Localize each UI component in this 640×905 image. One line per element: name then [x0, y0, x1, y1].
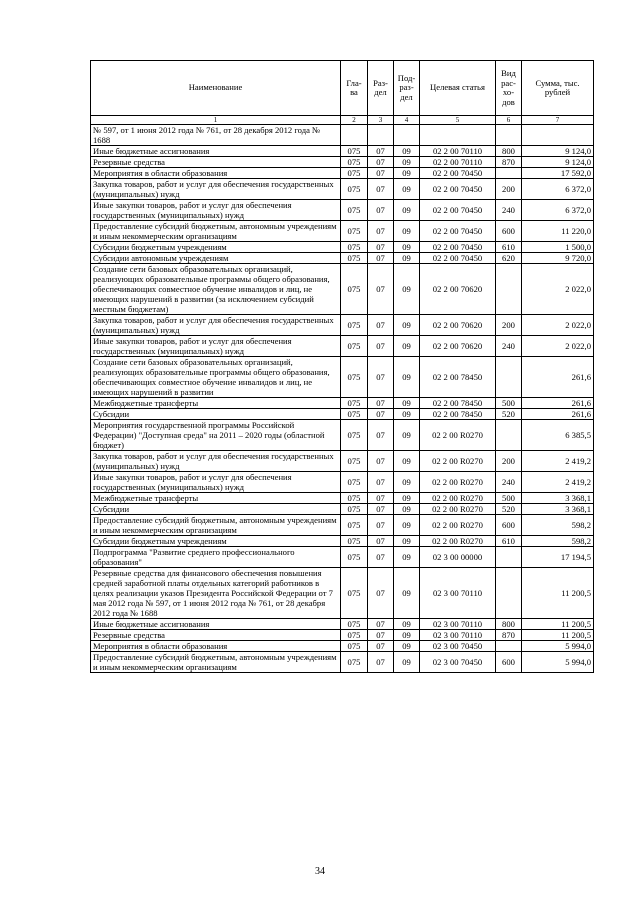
- cell-subsection: 09: [394, 200, 420, 221]
- table-row: [91, 619, 594, 630]
- column-number: 7: [522, 116, 594, 125]
- table-row: [91, 652, 594, 673]
- cell-target: 02 2 00 R0270: [420, 536, 496, 547]
- page-number: 34: [315, 866, 325, 877]
- cell-chapter: 075: [341, 420, 368, 451]
- cell-expense-type: [496, 420, 522, 451]
- cell-chapter: 075: [341, 504, 368, 515]
- cell-amount: 9 720,0: [522, 253, 594, 264]
- cell-chapter: 075: [341, 242, 368, 253]
- cell-section: 07: [368, 157, 394, 168]
- cell-chapter: 075: [341, 179, 368, 200]
- cell-section: 07: [368, 253, 394, 264]
- cell-subsection: 09: [394, 357, 420, 398]
- cell-chapter: 075: [341, 398, 368, 409]
- cell-subsection: 09: [394, 221, 420, 242]
- cell-section: 07: [368, 420, 394, 451]
- column-number: 2: [341, 116, 368, 125]
- cell-subsection: 09: [394, 157, 420, 168]
- cell-target: 02 2 00 R0270: [420, 472, 496, 493]
- cell-expense-type: [496, 125, 522, 146]
- table-row: [91, 253, 594, 264]
- cell-subsection: 09: [394, 420, 420, 451]
- table-row: [91, 420, 594, 451]
- cell-chapter: 075: [341, 409, 368, 420]
- table-row: [91, 451, 594, 472]
- cell-section: 07: [368, 493, 394, 504]
- cell-expense-type: 620: [496, 253, 522, 264]
- cell-subsection: 09: [394, 179, 420, 200]
- cell-amount: 6 385,5: [522, 420, 594, 451]
- cell-target: 02 3 00 70450: [420, 641, 496, 652]
- cell-subsection: 09: [394, 264, 420, 315]
- cell-expense-type: [496, 568, 522, 619]
- cell-subsection: 09: [394, 409, 420, 420]
- cell-amount: 261,6: [522, 409, 594, 420]
- cell-target: 02 2 00 70450: [420, 179, 496, 200]
- cell-amount: 17 592,0: [522, 168, 594, 179]
- cell-target: 02 2 00 78450: [420, 398, 496, 409]
- cell-chapter: 075: [341, 472, 368, 493]
- cell-subsection: 09: [394, 619, 420, 630]
- table-row: [91, 472, 594, 493]
- table-row: [91, 336, 594, 357]
- cell-target: 02 3 00 00000: [420, 547, 496, 568]
- cell-expense-type: 240: [496, 200, 522, 221]
- cell-target: 02 2 00 70450: [420, 168, 496, 179]
- cell-section: [368, 125, 394, 146]
- cell-amount: 17 194,5: [522, 547, 594, 568]
- cell-section: 07: [368, 568, 394, 619]
- cell-target: 02 2 00 70450: [420, 253, 496, 264]
- cell-expense-type: 600: [496, 515, 522, 536]
- cell-amount: 9 124,0: [522, 157, 594, 168]
- cell-expense-type: 200: [496, 315, 522, 336]
- cell-chapter: 075: [341, 357, 368, 398]
- cell-expense-type: [496, 357, 522, 398]
- header-target: Целевая статья: [420, 61, 496, 116]
- cell-amount: 2 022,0: [522, 264, 594, 315]
- cell-expense-type: 610: [496, 242, 522, 253]
- cell-amount: 11 200,5: [522, 630, 594, 641]
- cell-name: Предоставление субсидий бюджетным, автономным учреждениям и иным некоммерческим организациям: [91, 652, 341, 673]
- cell-name: Создание сети базовых образовательных организаций, реализующих образовательные программы общего образования, обеспечивающих совместное обучение инвалидов и лиц, не имеющих нарушений в развитии (за исключением субсидий местным бюджетам): [91, 264, 341, 315]
- cell-chapter: 075: [341, 264, 368, 315]
- column-number: 3: [368, 116, 394, 125]
- cell-amount: 5 994,0: [522, 652, 594, 673]
- cell-expense-type: 500: [496, 493, 522, 504]
- cell-target: 02 3 00 70110: [420, 568, 496, 619]
- table-row: [91, 504, 594, 515]
- cell-chapter: 075: [341, 168, 368, 179]
- table-row: [91, 568, 594, 619]
- cell-name: Мероприятия в области образования: [91, 641, 341, 652]
- column-number: 6: [496, 116, 522, 125]
- cell-target: 02 2 00 70620: [420, 315, 496, 336]
- cell-name: Иные закупки товаров, работ и услуг для обеспечения государственных (муниципальных) нужд: [91, 200, 341, 221]
- cell-expense-type: 520: [496, 504, 522, 515]
- table-row: [91, 200, 594, 221]
- cell-chapter: 075: [341, 157, 368, 168]
- table-row: [91, 398, 594, 409]
- cell-subsection: 09: [394, 472, 420, 493]
- cell-expense-type: 870: [496, 630, 522, 641]
- cell-section: 07: [368, 242, 394, 253]
- cell-amount: 9 124,0: [522, 146, 594, 157]
- cell-chapter: 075: [341, 547, 368, 568]
- header-name: Наименование: [91, 61, 341, 116]
- cell-name: Создание сети базовых образовательных организаций, реализующих образовательные программы общего образования, обеспечивающих совместное обучение инвалидов и лиц, не имеющих нарушений в развитии: [91, 357, 341, 398]
- cell-name: Мероприятия в области образования: [91, 168, 341, 179]
- cell-chapter: 075: [341, 146, 368, 157]
- cell-subsection: 09: [394, 652, 420, 673]
- column-number: 5: [420, 116, 496, 125]
- cell-amount: 261,6: [522, 357, 594, 398]
- cell-chapter: 075: [341, 630, 368, 641]
- cell-amount: 6 372,0: [522, 179, 594, 200]
- cell-section: 07: [368, 221, 394, 242]
- cell-expense-type: 600: [496, 652, 522, 673]
- table-row: [91, 315, 594, 336]
- cell-section: 07: [368, 630, 394, 641]
- cell-chapter: [341, 125, 368, 146]
- cell-section: 07: [368, 652, 394, 673]
- cell-target: 02 2 00 70450: [420, 242, 496, 253]
- cell-section: 07: [368, 409, 394, 420]
- table-row: [91, 221, 594, 242]
- cell-chapter: 075: [341, 253, 368, 264]
- cell-target: 02 2 00 78450: [420, 409, 496, 420]
- cell-section: 07: [368, 504, 394, 515]
- cell-section: 07: [368, 547, 394, 568]
- cell-section: 07: [368, 398, 394, 409]
- cell-target: 02 2 00 70450: [420, 200, 496, 221]
- cell-chapter: 075: [341, 652, 368, 673]
- cell-subsection: 09: [394, 253, 420, 264]
- cell-name: Предоставление субсидий бюджетным, автономным учреждениям и иным некоммерческим организациям: [91, 221, 341, 242]
- cell-target: 02 3 00 70450: [420, 652, 496, 673]
- cell-section: 07: [368, 179, 394, 200]
- cell-target: 02 3 00 70110: [420, 619, 496, 630]
- cell-expense-type: 800: [496, 146, 522, 157]
- cell-section: 07: [368, 336, 394, 357]
- cell-subsection: 09: [394, 547, 420, 568]
- cell-section: 07: [368, 515, 394, 536]
- cell-subsection: 09: [394, 536, 420, 547]
- cell-name: Резервные средства: [91, 630, 341, 641]
- header-subsection: Под-раз-дел: [394, 61, 420, 116]
- cell-amount: 2 022,0: [522, 336, 594, 357]
- cell-expense-type: [496, 641, 522, 652]
- cell-target: 02 2 00 78450: [420, 357, 496, 398]
- table-row: [91, 125, 594, 146]
- table-row: [91, 409, 594, 420]
- cell-chapter: 075: [341, 641, 368, 652]
- cell-section: 07: [368, 451, 394, 472]
- column-number: 1: [91, 116, 341, 125]
- header-expense-type: Вид рас-хо-дов: [496, 61, 522, 116]
- cell-target: 02 3 00 70110: [420, 630, 496, 641]
- cell-amount: 598,2: [522, 515, 594, 536]
- cell-name: Мероприятия государственной программы Российской Федерации) "Доступная среда" на 2011 – 2020 годы (областной бюджет): [91, 420, 341, 451]
- cell-chapter: 075: [341, 315, 368, 336]
- cell-amount: 3 368,1: [522, 504, 594, 515]
- cell-name: Закупка товаров, работ и услуг для обеспечения государственных (муниципальных) нужд: [91, 179, 341, 200]
- cell-expense-type: [496, 547, 522, 568]
- table-row: [91, 168, 594, 179]
- cell-chapter: 075: [341, 619, 368, 630]
- cell-chapter: 075: [341, 536, 368, 547]
- cell-target: 02 2 00 R0270: [420, 420, 496, 451]
- table-row: [91, 242, 594, 253]
- cell-target: 02 2 00 70620: [420, 264, 496, 315]
- cell-name: Иные бюджетные ассигнования: [91, 146, 341, 157]
- cell-subsection: 09: [394, 641, 420, 652]
- cell-target: 02 2 00 70620: [420, 336, 496, 357]
- cell-name: Субсидии бюджетным учреждениям: [91, 536, 341, 547]
- cell-subsection: 09: [394, 146, 420, 157]
- cell-expense-type: 240: [496, 472, 522, 493]
- cell-target: 02 2 00 R0270: [420, 515, 496, 536]
- cell-name: Субсидии бюджетным учреждениям: [91, 242, 341, 253]
- cell-section: 07: [368, 200, 394, 221]
- cell-name: Иные бюджетные ассигнования: [91, 619, 341, 630]
- cell-name: Субсидии: [91, 504, 341, 515]
- cell-name: Резервные средства: [91, 157, 341, 168]
- cell-amount: 6 372,0: [522, 200, 594, 221]
- cell-name: Подпрограмма "Развитие среднего профессионального образования": [91, 547, 341, 568]
- cell-expense-type: 800: [496, 619, 522, 630]
- cell-expense-type: 200: [496, 179, 522, 200]
- cell-amount: 2 419,2: [522, 472, 594, 493]
- cell-subsection: 09: [394, 168, 420, 179]
- header-chapter: Гла-ва: [341, 61, 368, 116]
- cell-subsection: 09: [394, 493, 420, 504]
- cell-expense-type: 520: [496, 409, 522, 420]
- cell-expense-type: 610: [496, 536, 522, 547]
- cell-section: 07: [368, 357, 394, 398]
- table-row: [91, 493, 594, 504]
- column-number: 4: [394, 116, 420, 125]
- table-body: [91, 125, 594, 673]
- cell-name: Межбюджетные трансферты: [91, 398, 341, 409]
- budget-table: [90, 60, 594, 673]
- cell-section: 07: [368, 641, 394, 652]
- cell-section: 07: [368, 619, 394, 630]
- cell-chapter: 075: [341, 493, 368, 504]
- column-number-row: [91, 116, 594, 125]
- cell-section: 07: [368, 472, 394, 493]
- cell-section: 07: [368, 264, 394, 315]
- cell-amount: 598,2: [522, 536, 594, 547]
- cell-subsection: 09: [394, 451, 420, 472]
- cell-expense-type: 200: [496, 451, 522, 472]
- cell-name: Предоставление субсидий бюджетным, автономным учреждениям и иным некоммерческим организациям: [91, 515, 341, 536]
- cell-chapter: 075: [341, 568, 368, 619]
- cell-amount: 11 220,0: [522, 221, 594, 242]
- cell-chapter: 075: [341, 221, 368, 242]
- cell-subsection: 09: [394, 398, 420, 409]
- cell-target: 02 2 00 70450: [420, 221, 496, 242]
- cell-name: Субсидии: [91, 409, 341, 420]
- cell-chapter: 075: [341, 515, 368, 536]
- header-row: [91, 61, 594, 116]
- table-row: [91, 515, 594, 536]
- cell-subsection: 09: [394, 568, 420, 619]
- cell-name: Субсидии автономным учреждениям: [91, 253, 341, 264]
- cell-subsection: [394, 125, 420, 146]
- cell-name: Закупка товаров, работ и услуг для обеспечения государственных (муниципальных) нужд: [91, 451, 341, 472]
- cell-amount: 11 200,5: [522, 568, 594, 619]
- cell-subsection: 09: [394, 242, 420, 253]
- cell-expense-type: 500: [496, 398, 522, 409]
- cell-target: 02 2 00 R0270: [420, 451, 496, 472]
- cell-chapter: 075: [341, 336, 368, 357]
- cell-subsection: 09: [394, 504, 420, 515]
- cell-subsection: 09: [394, 515, 420, 536]
- cell-target: 02 2 00 70110: [420, 157, 496, 168]
- cell-target: 02 2 00 R0270: [420, 493, 496, 504]
- cell-amount: 5 994,0: [522, 641, 594, 652]
- cell-amount: 2 419,2: [522, 451, 594, 472]
- cell-name: № 597, от 1 июня 2012 года № 761, от 28 декабря 2012 года № 1688: [91, 125, 341, 146]
- cell-name: Иные закупки товаров, работ и услуг для обеспечения государственных (муниципальных) нужд: [91, 472, 341, 493]
- cell-section: 07: [368, 168, 394, 179]
- cell-name: Иные закупки товаров, работ и услуг для обеспечения государственных (муниципальных) нужд: [91, 336, 341, 357]
- cell-amount: 3 368,1: [522, 493, 594, 504]
- cell-amount: 11 200,5: [522, 619, 594, 630]
- table-row: [91, 630, 594, 641]
- header-section: Раз-дел: [368, 61, 394, 116]
- cell-subsection: 09: [394, 630, 420, 641]
- cell-chapter: 075: [341, 451, 368, 472]
- cell-amount: 1 500,0: [522, 242, 594, 253]
- cell-target: [420, 125, 496, 146]
- cell-name: Закупка товаров, работ и услуг для обеспечения государственных (муниципальных) нужд: [91, 315, 341, 336]
- cell-chapter: 075: [341, 200, 368, 221]
- table-row: [91, 157, 594, 168]
- cell-expense-type: [496, 168, 522, 179]
- cell-subsection: 09: [394, 315, 420, 336]
- table-row: [91, 547, 594, 568]
- cell-expense-type: 870: [496, 157, 522, 168]
- header-amount: Сумма, тыс. рублей: [522, 61, 594, 116]
- table-row: [91, 264, 594, 315]
- table-row: [91, 357, 594, 398]
- cell-section: 07: [368, 315, 394, 336]
- cell-subsection: 09: [394, 336, 420, 357]
- cell-target: 02 2 00 R0270: [420, 504, 496, 515]
- table-row: [91, 179, 594, 200]
- cell-name: Межбюджетные трансферты: [91, 493, 341, 504]
- cell-amount: [522, 125, 594, 146]
- cell-amount: 261,6: [522, 398, 594, 409]
- cell-expense-type: 240: [496, 336, 522, 357]
- cell-amount: 2 022,0: [522, 315, 594, 336]
- cell-expense-type: 600: [496, 221, 522, 242]
- table-row: [91, 146, 594, 157]
- table-row: [91, 641, 594, 652]
- cell-section: 07: [368, 536, 394, 547]
- cell-section: 07: [368, 146, 394, 157]
- table-row: [91, 536, 594, 547]
- cell-target: 02 2 00 70110: [420, 146, 496, 157]
- cell-expense-type: [496, 264, 522, 315]
- cell-name: Резервные средства для финансового обеспечения повышения средней заработной платы отдельных категорий работников в целях реализации указов Президента Российской Федерации от 7 мая 2012 года № 597, от 1 июня 2012 года № 761, от 28 декабря 2012 года № 1688: [91, 568, 341, 619]
